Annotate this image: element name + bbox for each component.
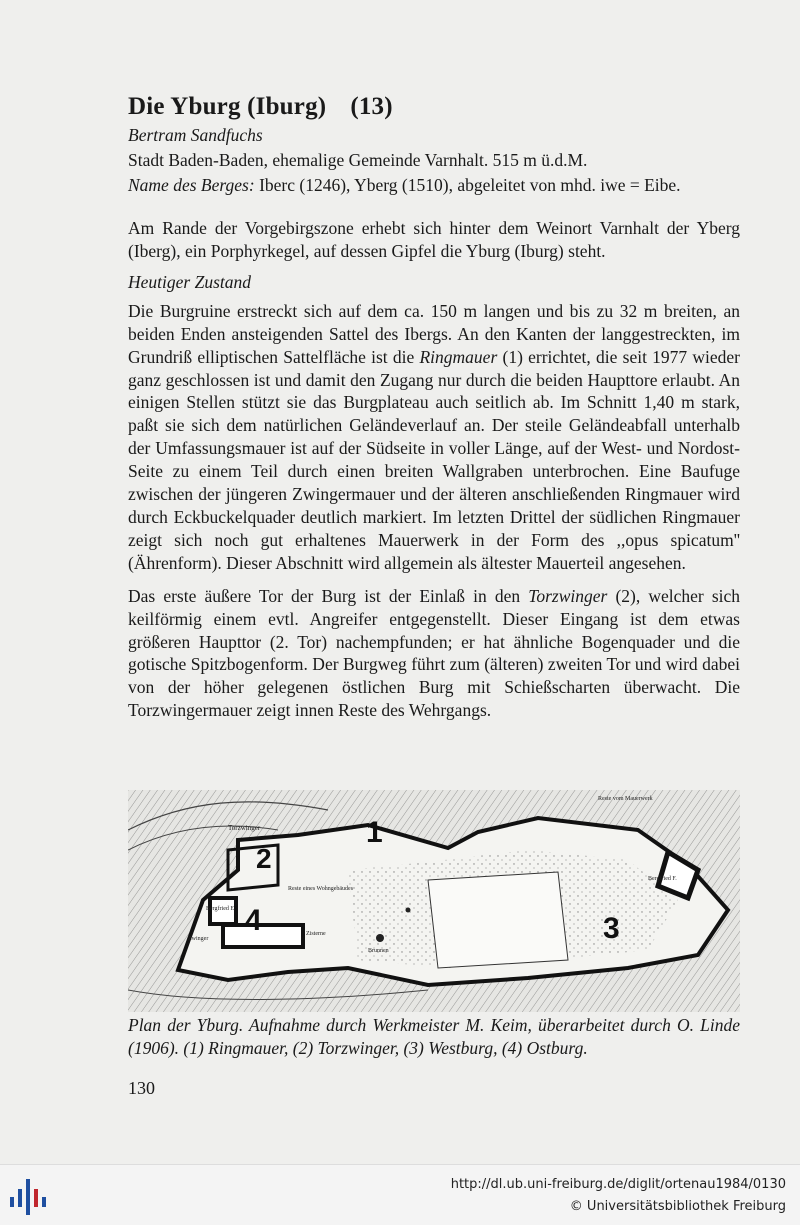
- title-text: Die Yburg (Iburg): [128, 93, 327, 120]
- article-body: [128, 92, 740, 722]
- paragraph-text: (2), welcher sich keilförmig einem evtl. Angreifer entgegenstellt. Dieser Eingang ist dem etwas größeren Haupttor (2. Tor) nachempfunden; er hat ähnliche Bogenquader und die gotische Spitzbogenform. Der Burgweg führt zum (älteren) zweiten Tor und wird dabei von der höher gelegenen östlichen Burg mit Schießscharten überwacht. Die Torzwingermauer zeigt innen Reste des Wehrgangs.: [128, 585, 741, 721]
- torzwinger-term: Torzwinger: [528, 585, 608, 606]
- copyright-text: © Universitätsbibliothek Freiburg: [569, 1199, 786, 1214]
- plan-label-3: 3: [603, 912, 620, 945]
- plan-small-label: Bergfried E.: [206, 906, 236, 912]
- plan-small-label: Torzwinger: [228, 824, 261, 832]
- castle-plan-figure: [128, 790, 740, 1012]
- article-title: [128, 92, 740, 122]
- plan-small-label: Reste eines Wohngebäudes: [288, 886, 354, 892]
- plan-label-2: 2: [256, 843, 272, 874]
- title-number: (13): [350, 93, 393, 120]
- ringmauer-term: Ringmauer: [419, 346, 498, 367]
- inner-courtyard: [428, 872, 568, 968]
- paragraph-text: Das erste äußere Tor der Burg ist der Einlaß in den: [128, 585, 529, 606]
- source-url-link[interactable]: http://dl.ub.uni-freiburg.de/diglit/ortenau1984/0130: [450, 1177, 786, 1192]
- castle-plan-drawing: [128, 790, 740, 1012]
- section-heading: Heutiger Zustand: [128, 271, 251, 292]
- plan-small-label: Zisterne: [306, 931, 326, 937]
- author-line: Bertram Sandfuchs: [128, 125, 263, 145]
- paragraph-torzwinger: [128, 585, 740, 722]
- viewer-footer: [0, 1164, 800, 1225]
- well-marker: [376, 934, 384, 942]
- mountain-name-text: Iberc (1246), Yberg (1510), abgeleitet von mhd. iwe = Eibe.: [254, 175, 681, 195]
- location-line: Stadt Baden-Baden, ehemalige Gemeinde Varnhalt. 515 m ü.d.M.: [128, 150, 588, 170]
- page-number: 130: [128, 1078, 155, 1098]
- plan-label-4: 4: [245, 904, 262, 937]
- figure-caption: Plan der Yburg. Aufnahme durch Werkmeister M. Keim, überarbeitet durch O. Linde (1906). (1) Ringmauer, (2) Torzwinger, (3) Westburg, (4) Ostburg.: [128, 1015, 740, 1058]
- plan-small-label: Reste vom Mauerwerk: [598, 796, 653, 802]
- mountain-name-label: Name des Berges:: [128, 175, 255, 195]
- cistern-marker: [406, 908, 411, 913]
- plan-label-1: 1: [366, 816, 383, 849]
- paragraph-ringmauer: [128, 300, 740, 575]
- plan-small-label: Zwinger: [188, 936, 209, 942]
- plan-small-label: Bergfried F.: [648, 876, 677, 882]
- ostburg-building: [223, 925, 303, 947]
- intro-paragraph: Am Rande der Vorgebirgszone erhebt sich hinter dem Weinort Varnhalt der Yberg (Iberg), ein Porphyrkegel, auf dessen Gipfel die Yburg (Iburg) steht.: [128, 218, 740, 261]
- mountain-name-line: [128, 173, 740, 198]
- paragraph-text: Die Burgruine erstreckt sich auf dem ca. 150 m langen und bis zu 32 m breiten, an beiden Enden ansteigenden Sattel des Ibergs. An den Kanten der langgestreckten, im Grundriß elliptischen Sattelfläche ist die: [128, 300, 740, 367]
- ub-freiburg-logo-icon: [8, 1175, 48, 1219]
- paragraph-text: (1) errichtet, die seit 1977 wieder ganz geschlossen ist und damit den Zugang nur durch die beiden Haupttore erlaubt. An einigen Stellen stützt sie das Burgplateau auch seitlich ab. Im Schnitt 1,40 m stark, paßt sie sich dem natürlichen Geländeverlauf an. Der steile Geländeabfall unterhalb der Umfassungsmauer ist auf der Südseite in voller Länge, auf der West- und Nordost-Seite zu einem Teil durch einen breiten Wallgraben unterbrochen. Eine Baufuge zwischen der jüngeren Zwingermauer und der älteren anschließenden Ringmauer wird durch Eckbuckelquader deutlich markiert. Im letzten Drittel der südlichen Ringmauer zeigt sich noch gut erhaltenes Mauerwerk in der Form des ,,opus spicatum'' (Ährenform). Dieser Abschnitt wird allgemein als ältester Mauerteil angesehen.: [128, 346, 740, 573]
- plan-small-label: Brunnen: [368, 948, 389, 954]
